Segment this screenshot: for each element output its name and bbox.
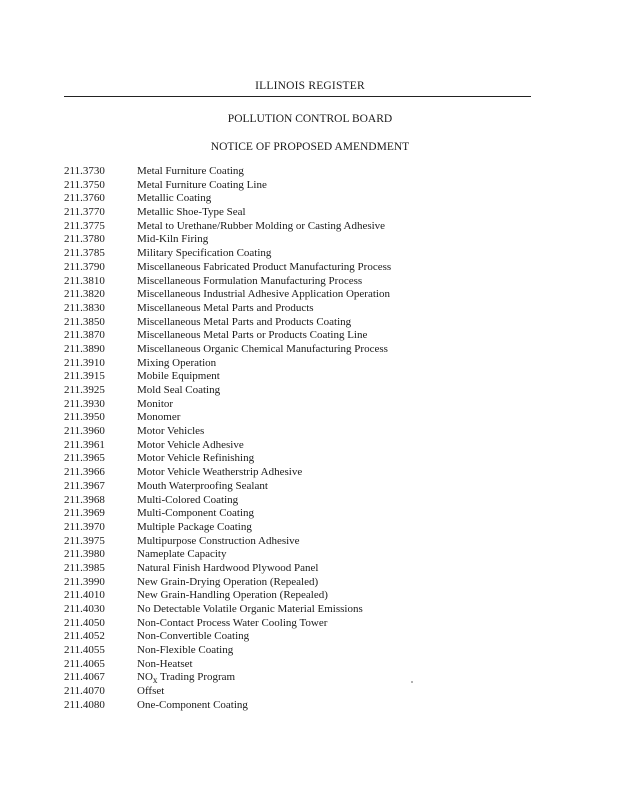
section-number: 211.3966: [64, 466, 105, 479]
section-number: 211.3980: [64, 548, 105, 561]
list-item: [64, 302, 391, 316]
defined-term: Metallic Coating: [137, 192, 212, 205]
defined-term: Mixing Operation: [137, 356, 217, 369]
list-item: [64, 384, 391, 398]
defined-term: Miscellaneous Formulation Manufacturing Process: [137, 274, 363, 287]
defined-term: Metallic Shoe-Type Seal: [137, 206, 246, 219]
defined-term: Mold Seal Coating: [137, 384, 221, 396]
section-number: 211.3925: [64, 384, 105, 396]
defined-term: Metal to Urethane/Rubber Molding or Casting Adhesive: [137, 219, 386, 232]
section-number: 211.3760: [64, 192, 105, 205]
section-number: 211.3820: [64, 288, 105, 301]
list-item: [64, 630, 391, 644]
section-number: 211.3780: [64, 233, 105, 246]
list-item: [64, 329, 391, 343]
list-item: [64, 165, 391, 179]
defined-term: Miscellaneous Metal Parts and Products Coating: [137, 315, 352, 328]
section-number: 211.3968: [64, 493, 105, 506]
list-item: [64, 288, 391, 302]
board-title: POLLUTION CONTROL BOARD: [227, 113, 393, 125]
section-number: 211.4010: [64, 589, 105, 602]
defined-term: Miscellaneous Fabricated Product Manufacturing Process: [137, 260, 392, 273]
list-item: [64, 233, 391, 247]
section-number: 211.4055: [64, 644, 105, 657]
section-number: 211.3975: [64, 534, 105, 547]
notice-title: NOTICE OF PROPOSED AMENDMENT: [210, 141, 410, 153]
list-item: [64, 576, 391, 590]
defined-term: Monitor: [137, 397, 174, 410]
scan-speck: [411, 681, 413, 683]
list-item: [64, 316, 391, 330]
list-item: [64, 357, 391, 371]
list-item: [64, 439, 391, 453]
defined-term: Multiple Package Coating: [137, 520, 252, 533]
section-number: 211.3965: [64, 452, 105, 465]
section-number: 211.3785: [64, 247, 105, 260]
section-number: 211.3790: [64, 260, 105, 273]
section-number: 211.3969: [64, 507, 105, 520]
section-number: 211.4050: [64, 616, 105, 629]
list-item: [64, 370, 391, 384]
section-number: 211.3750: [64, 178, 105, 191]
defined-term: Motor Vehicle Refinishing: [137, 452, 255, 465]
list-item: [64, 521, 391, 535]
section-number: 211.3910: [64, 356, 105, 369]
section-number: 211.3950: [64, 411, 105, 424]
defined-term: Multipurpose Construction Adhesive: [137, 534, 300, 547]
header-rule: [64, 96, 531, 97]
section-number: 211.3915: [64, 370, 105, 383]
defined-term: No Detectable Volatile Organic Material Emissions: [137, 603, 363, 615]
section-number: 211.4030: [64, 603, 105, 615]
list-item: [64, 644, 391, 658]
section-number: 211.4065: [64, 657, 105, 670]
defined-term: New Grain-Drying Operation (Repealed): [137, 575, 319, 588]
list-item: [64, 179, 391, 193]
section-number: 211.4070: [64, 685, 105, 698]
section-number: 211.3770: [64, 206, 105, 219]
running-head: ILLINOIS REGISTER: [255, 80, 365, 92]
section-number: 211.3730: [64, 165, 105, 177]
defined-term: Military Specification Coating: [137, 247, 272, 260]
section-number: 211.3775: [64, 219, 105, 232]
defined-term: Non-Contact Process Water Cooling Tower: [137, 616, 328, 629]
section-number: 211.3810: [64, 274, 105, 287]
defined-term: Motor Vehicle Adhesive: [137, 438, 244, 451]
list-item: [64, 452, 391, 466]
list-item: [64, 589, 391, 603]
defined-term: Motor Vehicles: [137, 425, 205, 438]
section-number: 211.3960: [64, 425, 105, 438]
section-number: 211.3990: [64, 575, 105, 588]
list-item: [64, 275, 391, 289]
list-item: [64, 192, 391, 206]
list-item: [64, 220, 391, 234]
defined-term: Metal Furniture Coating Line: [137, 178, 267, 191]
list-item: [64, 343, 391, 357]
defined-term: Non-Convertible Coating: [137, 630, 250, 643]
section-number: 211.3830: [64, 301, 105, 314]
defined-term: Mouth Waterproofing Sealant: [137, 479, 268, 492]
section-number: 211.3970: [64, 520, 105, 533]
list-item: [64, 671, 391, 685]
list-item: [64, 247, 391, 261]
list-item: [64, 425, 391, 439]
defined-term: Multi-Component Coating: [137, 507, 255, 520]
defined-term: Motor Vehicle Weatherstrip Adhesive: [137, 466, 303, 479]
list-item: [64, 535, 391, 549]
term-chemical-symbol: NO: [137, 671, 153, 684]
list-item: [64, 480, 391, 494]
list-item: [64, 261, 391, 275]
term-subscript: x: [152, 675, 158, 686]
defined-term: Miscellaneous Industrial Adhesive Application Operation: [137, 288, 390, 301]
section-number: 211.3985: [64, 561, 105, 574]
defined-term: Non-Flexible Coating: [137, 644, 234, 657]
section-number: 211.3967: [64, 479, 105, 492]
section-number: 211.3890: [64, 342, 105, 355]
list-item: [64, 507, 391, 521]
section-number: 211.3961: [64, 438, 105, 451]
section-number: 211.3870: [64, 329, 105, 342]
defined-term: Multi-Colored Coating: [137, 493, 239, 506]
defined-term: New Grain-Handling Operation (Repealed): [137, 589, 328, 602]
list-item: [64, 658, 391, 672]
defined-term: Natural Finish Hardwood Plywood Panel: [137, 561, 319, 574]
defined-term: Metal Furniture Coating: [137, 165, 244, 177]
defined-term: Miscellaneous Metal Parts and Products: [137, 301, 314, 314]
defined-term: Offset: [137, 685, 165, 698]
definitions-list: [64, 165, 391, 713]
list-item: [64, 206, 391, 220]
defined-term: Monomer: [137, 411, 181, 424]
list-item: [64, 466, 391, 480]
list-item: [64, 699, 391, 713]
defined-term: One-Component Coating: [137, 698, 248, 711]
section-number: 211.3850: [64, 315, 105, 328]
list-item: [64, 548, 391, 562]
defined-term: Mobile Equipment: [137, 370, 220, 383]
section-number: 211.4067: [64, 671, 105, 684]
section-number: 211.3930: [64, 397, 105, 410]
section-number: 211.4052: [64, 630, 105, 643]
list-item: [64, 562, 391, 576]
list-item: [64, 494, 391, 508]
defined-term: Mid-Kiln Firing: [137, 233, 209, 246]
term-suffix: Trading Program: [157, 671, 236, 684]
defined-term: Non-Heatset: [137, 657, 193, 670]
list-item: [64, 411, 391, 425]
list-item: [64, 617, 391, 631]
list-item: [64, 398, 391, 412]
section-number: 211.4080: [64, 698, 105, 711]
list-item: [64, 603, 391, 617]
list-item: [64, 685, 391, 699]
defined-term: Miscellaneous Organic Chemical Manufacturing Process: [137, 342, 388, 355]
defined-term: Nameplate Capacity: [137, 548, 227, 561]
defined-term: Miscellaneous Metal Parts or Products Coating Line: [137, 329, 368, 342]
